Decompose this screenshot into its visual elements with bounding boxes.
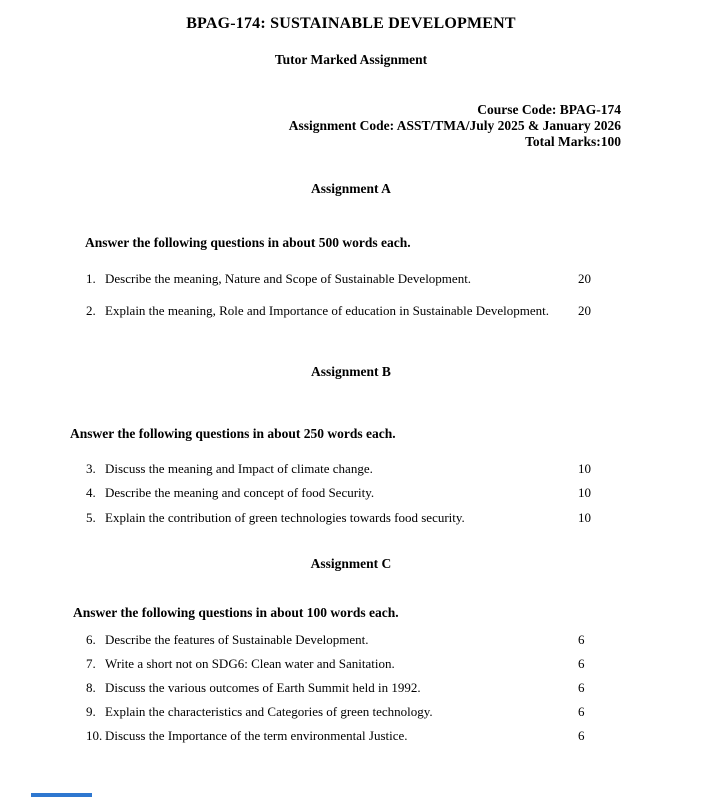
section-instruction-a: Answer the following questions in about 500 words each.	[85, 235, 411, 250]
question-text: Describe the meaning and concept of food Security.	[105, 485, 375, 500]
question-number: 3.	[86, 461, 96, 476]
question-text: Describe the features of Sustainable Development.	[105, 632, 369, 647]
question-marks: 10	[578, 485, 591, 500]
question-marks: 6	[578, 632, 585, 647]
section-instruction-b: Answer the following questions in about 250 words each.	[70, 426, 396, 441]
section-heading-c: Assignment C	[310, 556, 392, 571]
total-marks: Total Marks:100	[525, 134, 621, 149]
question-number: 4.	[86, 485, 96, 500]
question-row	[86, 657, 716, 671]
question-text: Discuss the meaning and Impact of climate change.	[105, 461, 373, 476]
question-marks: 6	[578, 656, 585, 671]
assignment-code: Assignment Code: ASST/TMA/July 2025 & January 2026	[288, 118, 621, 133]
question-row	[86, 681, 716, 695]
question-number: 1.	[86, 271, 96, 286]
question-text: Explain the meaning, Role and Importance of education in Sustainable Development.	[105, 303, 550, 318]
course-code: Course Code: BPAG-174	[477, 102, 621, 117]
question-row	[86, 705, 716, 719]
page-title: BPAG-174: SUSTAINABLE DEVELOPMENT	[186, 15, 516, 32]
question-row	[86, 304, 716, 318]
question-row	[86, 729, 716, 743]
question-row	[86, 272, 716, 286]
question-row	[86, 633, 716, 647]
question-marks: 6	[578, 680, 585, 695]
question-row	[86, 486, 716, 500]
assignment-meta-block	[0, 102, 621, 150]
question-marks: 20	[578, 303, 591, 318]
question-marks: 10	[578, 510, 591, 525]
question-marks: 10	[578, 461, 591, 476]
question-number: 8.	[86, 680, 96, 695]
question-text: Describe the meaning, Nature and Scope of Sustainable Development.	[105, 271, 472, 286]
question-number: 6.	[86, 632, 96, 647]
question-row	[86, 462, 716, 476]
question-number: 9.	[86, 704, 96, 719]
question-number: 10.	[86, 728, 103, 743]
question-row	[86, 511, 716, 525]
question-marks: 6	[578, 704, 585, 719]
question-number: 5.	[86, 510, 96, 525]
question-marks: 6	[578, 728, 585, 743]
question-marks: 20	[578, 271, 591, 286]
section-heading-a: Assignment A	[311, 181, 391, 196]
section-instruction-c: Answer the following questions in about 100 words each.	[73, 605, 399, 620]
question-text: Explain the characteristics and Categories of green technology.	[105, 704, 433, 719]
page-subtitle: Tutor Marked Assignment	[274, 52, 428, 67]
question-text: Write a short not on SDG6: Clean water and Sanitation.	[105, 656, 395, 671]
question-text: Explain the contribution of green technologies towards food security.	[105, 510, 465, 525]
section-heading-b: Assignment B	[311, 364, 391, 379]
question-number: 2.	[86, 303, 96, 318]
question-text: Discuss the various outcomes of Earth Summit held in 1992.	[105, 680, 421, 695]
next-page-peek-bar	[31, 793, 92, 797]
question-text: Discuss the Importance of the term environmental Justice.	[105, 728, 408, 743]
question-number: 7.	[86, 656, 96, 671]
